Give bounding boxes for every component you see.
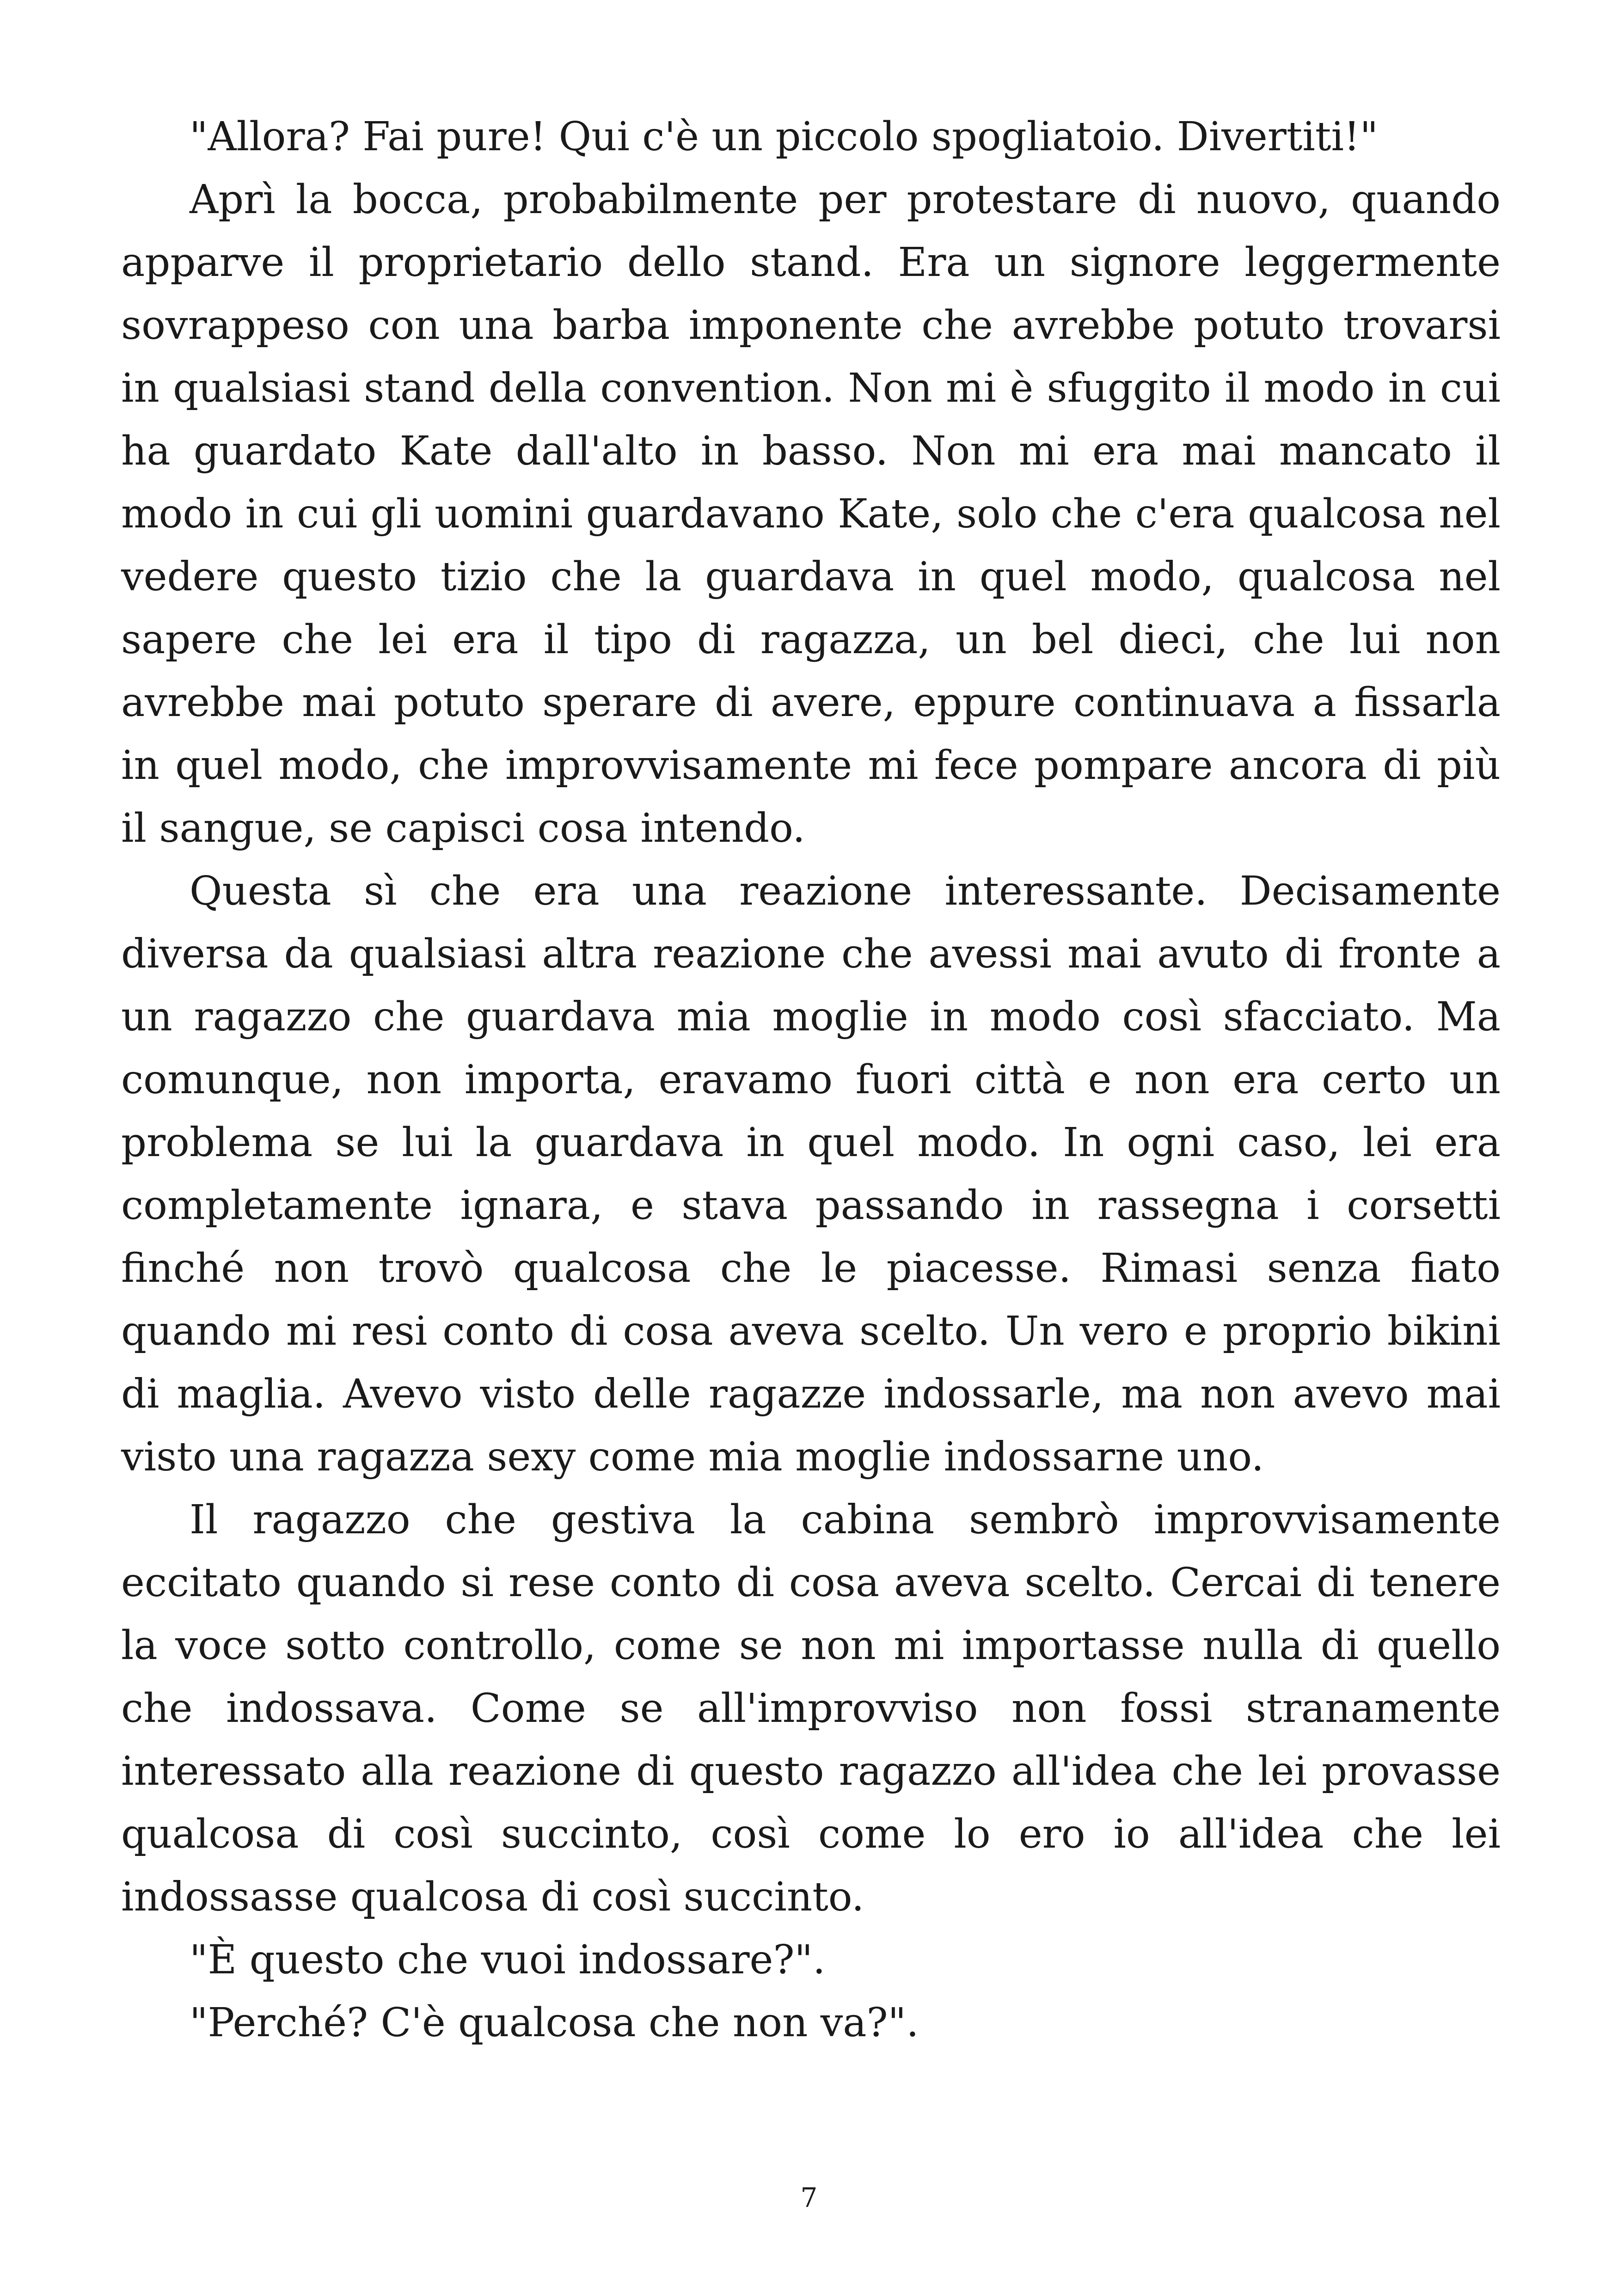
paragraph-6: "Perché? C'è qualcosa che non va?".: [190, 2000, 919, 2046]
paragraph-2: Aprì la bocca, probabilmente per protestare di nuovo, quando apparve il proprietario dello stand. Era un signore leggermente sovrappeso con una barba imponente che avrebbe potuto trovarsi in qualsiasi stand della convention. Non mi è sfuggito il modo in cui ha guardato Kate dall'alto in basso. Non mi era mai mancato il modo in cui gli uomini guardavano Kate, solo che c'era qualcosa nel vedere questo tizio che la guardava in quel modo, qualcosa nel sapere che lei era il tipo di ragazza, un bel dieci, che lui non avrebbe mai potuto sperare di avere, eppure continuava a fissarla in quel modo, che improvvisamente mi fece pompare ancora di più il sangue, se capisci cosa intendo.: [121, 177, 1501, 851]
page-body: [121, 105, 1501, 2054]
paragraph-5: "È questo che vuoi indossare?".: [190, 1937, 826, 1983]
paragraph-3: Questa sì che era una reazione interessante. Decisamente diversa da qualsiasi altra reazione che avessi mai avuto di fronte a un ragazzo che guardava mia moglie in modo così sfacciato. Ma comunque, non importa, eravamo fuori città e non era certo un problema se lui la guardava in quel modo. In ogni caso, lei era completamente ignara, e stava passando in rassegna i corsetti finché non trovò qualcosa che le piacesse. Rimasi senza fiato quando mi resi conto di cosa aveva scelto. Un vero e proprio bikini di maglia. Avevo visto delle ragazze indossarle, ma non avevo mai visto una ragazza sexy come mia moglie indossarne uno.: [121, 868, 1501, 1480]
page-number: 7: [800, 2182, 818, 2213]
paragraph-4: Il ragazzo che gestiva la cabina sembrò improvvisamente eccitato quando si rese conto di cosa aveva scelto. Cercai di tenere la voce sotto controllo, come se non mi importasse nulla di quello che indossava. Come se all'improvviso non fossi stranamente interessato alla reazione di questo ragazzo all'idea che lei provasse qualcosa di così succinto, così come lo ero io all'idea che lei indossasse qualcosa di così succinto.: [121, 1497, 1501, 1920]
paragraph-1: "Allora? Fai pure! Qui c'è un piccolo spogliatoio. Divertiti!": [190, 114, 1379, 160]
